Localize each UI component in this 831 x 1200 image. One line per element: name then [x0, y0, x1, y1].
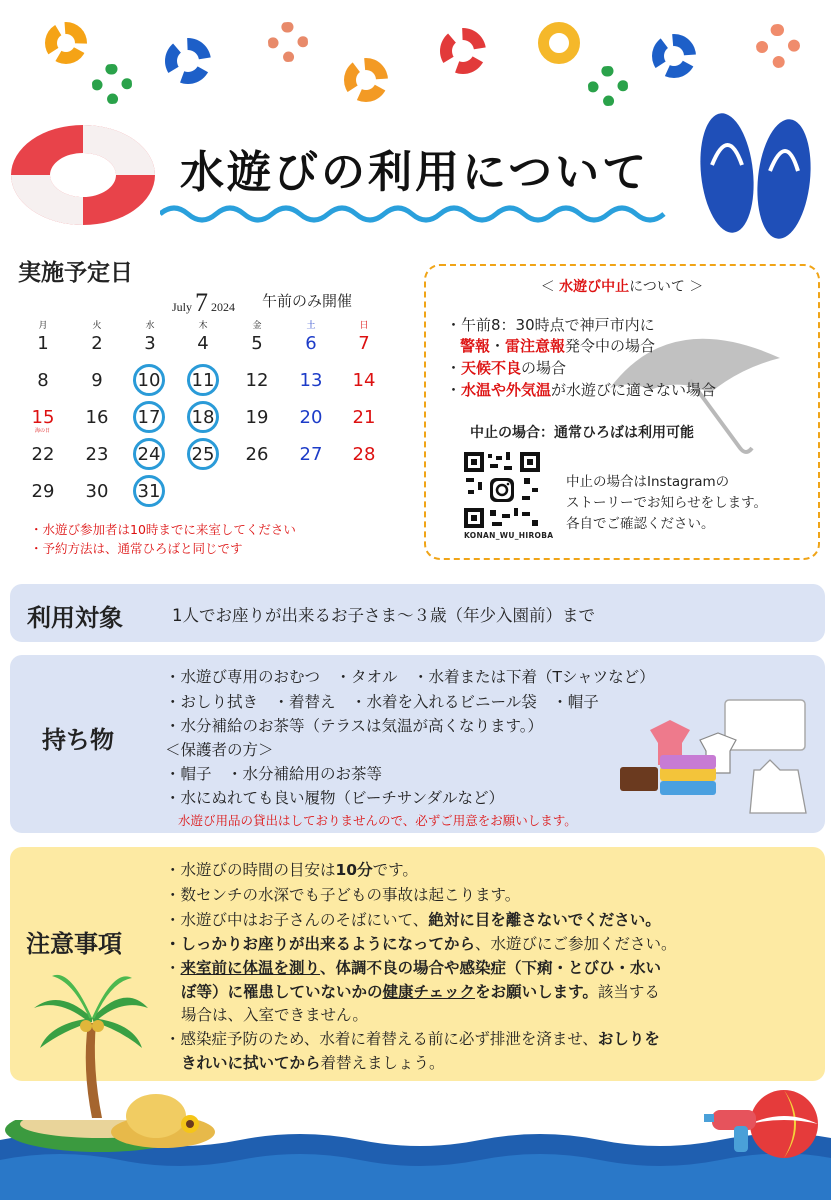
- weekday-label: 日: [359, 321, 369, 331]
- calendar-day: 17: [137, 407, 161, 428]
- calendar-day: 25: [191, 444, 215, 465]
- float-ring-icon: [268, 22, 308, 62]
- instagram-note: [566, 472, 767, 535]
- caution-line: ・水遊びの時間の目安は10分です。: [165, 861, 418, 879]
- caution-line: ・来室前に体温を測り、体調不良の場合や感染症（下痢・とびひ・水い: [165, 959, 662, 977]
- float-ring-icon: [588, 66, 628, 106]
- calendar-day: 14: [352, 370, 376, 391]
- calendar-day: 31: [137, 481, 161, 502]
- page-title: 水遊びの利用について: [180, 147, 650, 198]
- cautions-heading: 注意事項: [26, 930, 122, 958]
- weekday-label: 木: [198, 321, 208, 331]
- items-notice: 水遊び用品の貸出はしておりませんので、必ずご用意をお願いします。: [178, 813, 577, 828]
- calendar-day: 1: [37, 333, 49, 354]
- caution-line: ぼ等）に罹患していないかの健康チェックをお願いします。該当する: [181, 983, 660, 1001]
- calendar-day: 5: [251, 333, 263, 354]
- calendar-day: 7: [358, 333, 370, 354]
- weekday-label: 火: [92, 321, 102, 331]
- calendar-note-line: ・水遊び参加者は10時までに来室してください: [30, 522, 296, 537]
- calendar-day: 30: [85, 481, 109, 502]
- schedule-heading: 実施予定日: [18, 260, 133, 286]
- float-ring-icon: [165, 38, 211, 84]
- items-line: ＜保護者の方＞: [165, 741, 274, 759]
- calendar-day: 19: [245, 407, 269, 428]
- calendar-day: 6: [305, 333, 317, 354]
- weekday-label: 土: [306, 321, 316, 331]
- calendar-day: 21: [352, 407, 376, 428]
- cancellation-line: ・天候不良の場合: [446, 359, 567, 377]
- calendar-day: 24: [137, 444, 161, 465]
- weekday-label: 月: [38, 321, 48, 331]
- calendar-day: 3: [144, 333, 156, 354]
- weekday-label: 金: [252, 321, 262, 331]
- items-line: ・帽子 ・水分補給用のお茶等: [165, 765, 383, 783]
- calendar-month: July 7 2024: [172, 288, 236, 317]
- calendar-day: 13: [299, 370, 323, 391]
- calendar-day: 18: [191, 407, 215, 428]
- float-ring-icon: [756, 24, 800, 68]
- cancellation-ok-text: 中止の場合：通常ひろばは利用可能: [470, 425, 694, 441]
- calendar-day: 22: [31, 444, 55, 465]
- calendar-day: 2: [91, 333, 103, 354]
- cancellation-title: ＜ 水遊び中止について ＞: [540, 279, 704, 295]
- calendar-note: 午前のみ開催: [262, 292, 353, 310]
- calendar-day: 8: [37, 370, 49, 391]
- life-ring-icon: [6, 118, 161, 233]
- calendar-day: 28: [352, 444, 376, 465]
- calendar-day: 20: [299, 407, 323, 428]
- weekday-label: 水: [145, 321, 155, 331]
- items-heading: 持ち物: [42, 726, 114, 754]
- calendar-day: 15: [31, 407, 55, 428]
- calendar-day: 27: [299, 444, 323, 465]
- calendar-day: 12: [245, 370, 269, 391]
- caution-line: ・水遊び中はお子さんのそばにいて、絶対に目を離さないでください。: [165, 911, 661, 929]
- qr-code-icon[interactable]: [462, 450, 542, 530]
- wave-decoration: [160, 196, 670, 226]
- calendar-day: 26: [245, 444, 269, 465]
- calendar-day: 9: [91, 370, 103, 391]
- items-line: ・おしり拭き ・着替え ・水着を入れるビニール袋 ・帽子: [165, 693, 599, 711]
- float-ring-decoration: [0, 0, 831, 120]
- cancellation-line: ・水温や外気温が水遊びに適さない場合: [446, 381, 717, 399]
- target-text: 1人でお座りが出来るお子さま～３歳（年少入園前）まで: [172, 606, 595, 625]
- float-ring-icon: [92, 64, 132, 104]
- caution-line: ・感染症予防のため、水着に着替える前に必ず排泄を済ませ、おしりを: [165, 1030, 660, 1048]
- caution-line: ・しっかりお座りが出来るようになってから、水遊びにご参加ください。: [165, 935, 677, 953]
- items-line: ・水遊び専用のおむつ ・タオル ・水着または下着（Tシャツなど）: [165, 668, 655, 686]
- cancellation-line: 警報・雷注意報発令中の場合: [460, 337, 656, 355]
- caution-line: ・数センチの水深でも子どもの事故は起こります。: [165, 886, 521, 904]
- calendar-day: 11: [191, 370, 215, 391]
- items-line: ・水にぬれても良い履物（ビーチサンダルなど）: [165, 789, 504, 807]
- calendar-day: 10: [137, 370, 161, 391]
- clothes-and-towel-icon: [620, 695, 820, 820]
- calendar-day: 4: [197, 333, 209, 354]
- target-heading: 利用対象: [27, 604, 123, 632]
- instagram-note-line: 中止の場合はInstagramの: [566, 474, 730, 490]
- float-ring-icon: [344, 58, 388, 102]
- instagram-note-line: ストーリーでお知らせをします。: [566, 495, 768, 511]
- qr-code-caption: KONAN_WU_HIROBA: [464, 531, 554, 540]
- float-ring-icon: [440, 28, 486, 74]
- caution-line: きれいに拭いてから着替えましょう。: [181, 1054, 445, 1072]
- cancellation-line: ・午前8：30時点で神戸市内に: [446, 316, 655, 334]
- caution-line: 場合は、入室できません。: [181, 1006, 368, 1024]
- calendar-day: 23: [85, 444, 109, 465]
- calendar-note-line: ・予約方法は、通常ひろばと同じです: [30, 541, 243, 556]
- float-ring-icon: [45, 22, 87, 64]
- water-gun-icon: [700, 1090, 770, 1160]
- holiday-caption: 海の日: [35, 428, 51, 434]
- sandals-icon: [692, 105, 822, 245]
- straw-hat-icon: [108, 1084, 218, 1154]
- calendar-day: 29: [31, 481, 55, 502]
- float-ring-icon: [652, 34, 696, 78]
- calendar-day: 16: [85, 407, 109, 428]
- items-line: ・水分補給のお茶等（テラスは気温が高くなります。）: [165, 717, 544, 735]
- float-ring-icon: [538, 22, 580, 64]
- instagram-note-line: 各自でご確認ください。: [566, 516, 715, 532]
